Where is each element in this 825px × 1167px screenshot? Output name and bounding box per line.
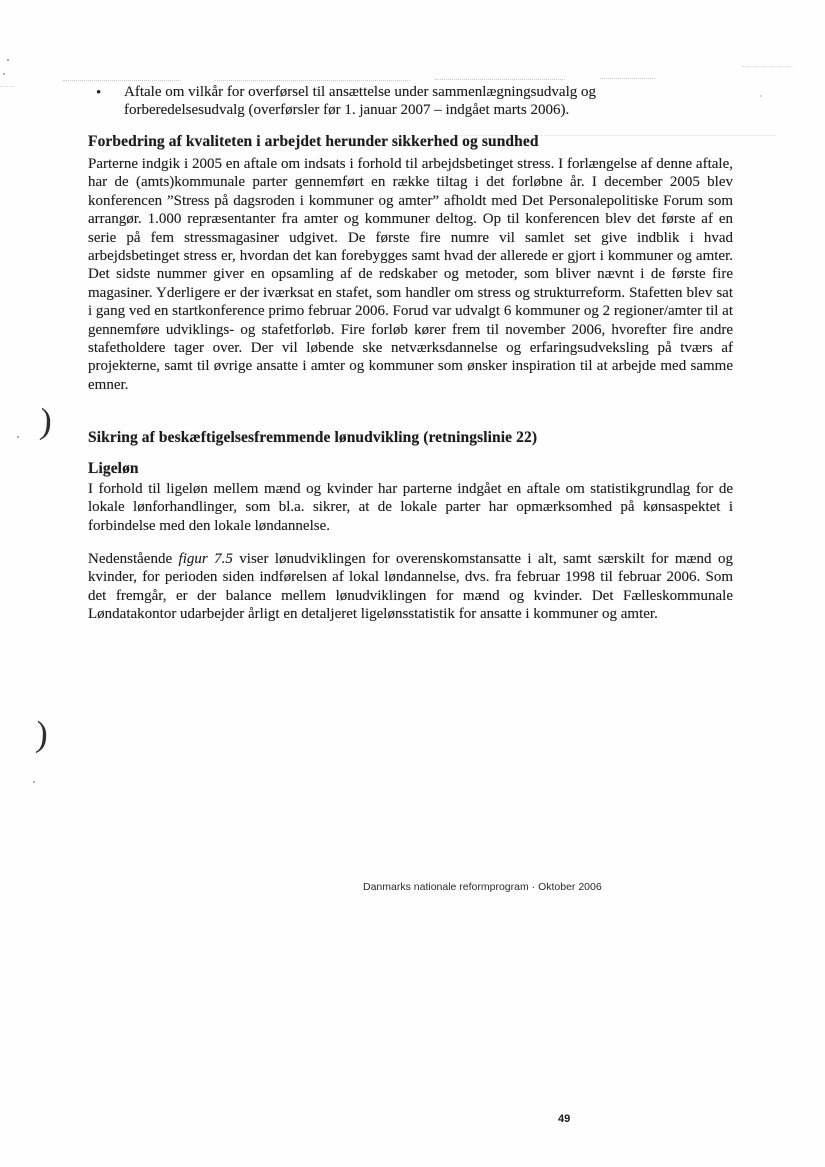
scan-speck [7, 59, 9, 61]
scan-artifact-line [0, 86, 14, 87]
scan-artifact-line [215, 80, 410, 81]
scan-speck [3, 73, 5, 75]
pen-mark: ) [38, 400, 54, 442]
pen-mark: ) [34, 713, 50, 755]
footer-document-title: Danmarks nationale reformprogram · Oktober 2006 [363, 881, 602, 893]
bullet-item-text: Aftale om vilkår for overførsel til ansættelse under sammenlægningsudvalg og forberedelsesudvalg (overførsler før 1. januar 2007 – indgået marts 2006). [124, 84, 596, 119]
paragraph-stress-initiatives: Parterne indgik i 2005 en aftale om indsats i forhold til arbejdsbetinget stress. I forlængelse af denne aftale, har de (amts)kommunale parter gennemført en række tiltag i det forløbne år. I december 2005 blev konferencen ”Stress på dagsroden i kommuner og amter” afholdt med Det Personalepolitiske Forum som arrangør. 1.000 repræsentanter fra amter og kommuner deltog. Op til konferencen blev det første af en serie på fem stressmagasiner udgivet. De første fire numre vil samlet set give indblik i hvad arbejdsbetinget stress er, hvordan det kan forebygges samt hvad der allerede er gjort i kommuner og amter. Det sidste nummer giver en opsamling af de redskaber og metoder, som bliver nævnt i de første fire magasiner. Yderligere er der iværksat en stafet, som handler om stress og strukturreform. Stafetten blev sat i gang ved en startkonference primo februar 2006. Forud var udvalgt 6 kommuner og 2 regioner/amter til at gennemføre udviklings- og stafetforløb. Fire forløb kører frem til november 2006, hvorefter fire andre stafetholdere tager over. Der vil løbende ske netværksdannelse og erfaringsudveksling på tværs af projekterne, samt til øvrige ansatte i amter og kommuner som ønsker inspiration til at arbejde med samme emner. [88, 156, 733, 393]
page-number: 49 [558, 1113, 571, 1125]
scan-artifact-line [600, 78, 655, 79]
scan-artifact-line [435, 79, 565, 80]
figure-ref-italic: figur 7.5 [178, 551, 233, 567]
scan-speck [760, 95, 762, 97]
scan-speck [17, 436, 19, 438]
heading-quality-section: Forbedring af kvaliteten i arbejdet herunder sikkerhed og sundhed [88, 133, 539, 150]
bullet-icon: • [96, 85, 102, 101]
scan-artifact-line [742, 66, 794, 67]
paragraph-equal-pay: I forhold til ligeløn mellem mænd og kvinder har parterne indgået en aftale om statistikgrundlag for de lokale lønforhandlinger, som bl.a. sikrer, at de lokale parter har opmærksomhed på kønsaspektet i forbindelse med den lokale løndannelse. [88, 481, 733, 534]
scan-artifact-line [63, 80, 181, 81]
heading-wage-section: Sikring af beskæftigelsesfremmende lønudvikling (retningslinie 22) [88, 429, 538, 446]
heading-equal-pay: Ligeløn [88, 460, 139, 477]
scan-speck [33, 781, 35, 783]
paragraph-figure-post: viser lønudviklingen for overenskomstansatte i alt, samt særskilt for mænd og kvinder, for perioden siden indførelsen af lokal løndannelse, dvs. fra februar 1998 til februar 2006. Som det fremgår, er der balance mellem lønudviklingen for mænd og kvinder. Det Fælleskommunale Løndatakontor udarbejder årligt en detaljeret ligelønsstatistik for ansatte i kommuner og amter. [88, 551, 733, 623]
paragraph-figure-pre: Nedenstående [88, 551, 179, 567]
paragraph-figure-reference [88, 550, 733, 624]
